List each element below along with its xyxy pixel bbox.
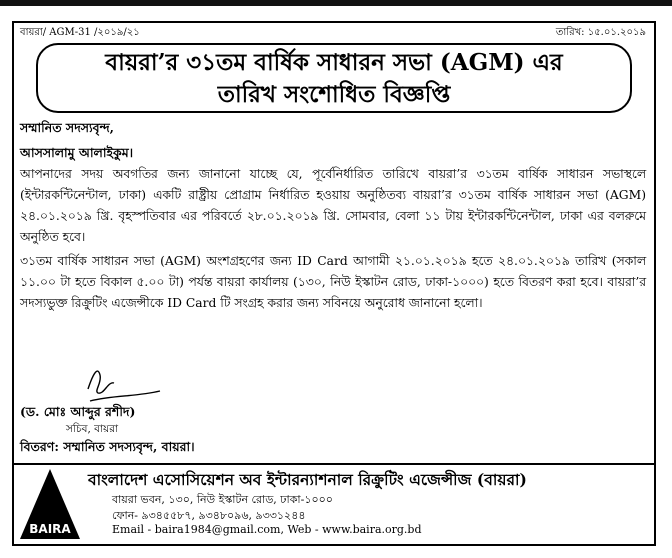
organization-address: বায়রা ভবন, ১৩০, নিউ ইস্কাটন রোড, ঢাকা-১০০০ — [112, 493, 333, 506]
reference-number: বায়রা/ AGM-31 /২০১৯/২১ — [20, 27, 140, 38]
notice-date: তারিখ: ১৫.০১.২০১৯ — [555, 27, 646, 38]
notice-title-line1: বায়রা’র ৩১তম বার্ষিক সাধারন সভা (AGM) এর — [105, 49, 563, 76]
distribution-line: বিতরণ: সম্মানিত সদস্যবৃন্দ, বায়রা। — [20, 439, 195, 454]
signatory-name: (ড. মোঃ আব্দুর রশীদ) — [20, 404, 136, 419]
salutation-address: সম্মানিত সদস্যবৃন্দ, — [20, 120, 114, 135]
salutation-greeting: আসসালামু আলাইকুম। — [20, 145, 134, 160]
body-paragraph-2: ৩১তম বার্ষিক সাধারন সভা (AGM) অংশগ্রহণের জন্য ID Card আগামী ২১.০১.২০১৯ হতে ২৪.০১.২০১৯ তারিখ (সকাল ১১.০০ টা হতে বিকাল ৫.০০ টা) পর্যন্ত বায়রা কার্যালয় (১৩০, নিউ ইস্কাটন রোড, ঢাকা-১০০০) হতে বিতরণ করা হবে। বায়রা’র সদস্যভুক্ত রিক্রুটিং এজেন্সীকে ID Card টি সংগ্রহ করার জন্য সবিনয়ে অনুরোধ জানানো হলো। — [20, 254, 646, 310]
organization-phone: ফোন- ৯৩৪৫৫৮৭, ৯৩৪৮০৯৬, ৯৩৩১২৪৪ — [112, 509, 306, 522]
signature-mark — [84, 361, 164, 405]
organization-contact: Email - baira1984@gmail.com, Web - www.baira.org.bd — [112, 523, 422, 536]
top-rule — [0, 0, 672, 6]
baira-logo — [18, 467, 82, 541]
organization-name: বাংলাদেশ এসোসিয়েশন অব ইন্টারন্যাশনাল রিক্রুটিং এজেন্সীজ (বায়রা) — [88, 470, 527, 489]
notice-title-line2: তারিখ সংশোধিত বিজ্ঞপ্তি — [217, 81, 451, 108]
footer-divider — [14, 463, 654, 465]
body-paragraph-1: আপনাদের সদয় অবগতির জন্য জানানো যাচ্ছে যে, পূর্বেনির্ধারিত তারিখে বায়রা’র ৩১তম বার্ষিক সাধারন সভাস্থলে (ইন্টারকন্টিনেন্টাল, ঢাকা) একটি রাষ্ট্রীয় প্রোগ্রাম নির্ধারিত হওয়ায় অনুষ্ঠিতব্য বায়রা’র ৩১তম বার্ষিক সাধারন সভা (AGM) ২৪.০১.২০১৯ খ্রি. বৃহস্পতিবার এর পরিবর্তে ২৮.০১.২০১৯ খ্রি. সোমবার, বেলা ১১ টায় ইন্টারকন্টিনেন্টাল, ঢাকা এর বলরুমে অনুষ্ঠিত হবে। — [20, 167, 646, 244]
logo-text: BAIRA — [29, 522, 71, 536]
notice-frame — [12, 21, 656, 546]
title-box — [36, 43, 632, 113]
signatory-designation: সচিব, বায়রা — [66, 423, 119, 435]
